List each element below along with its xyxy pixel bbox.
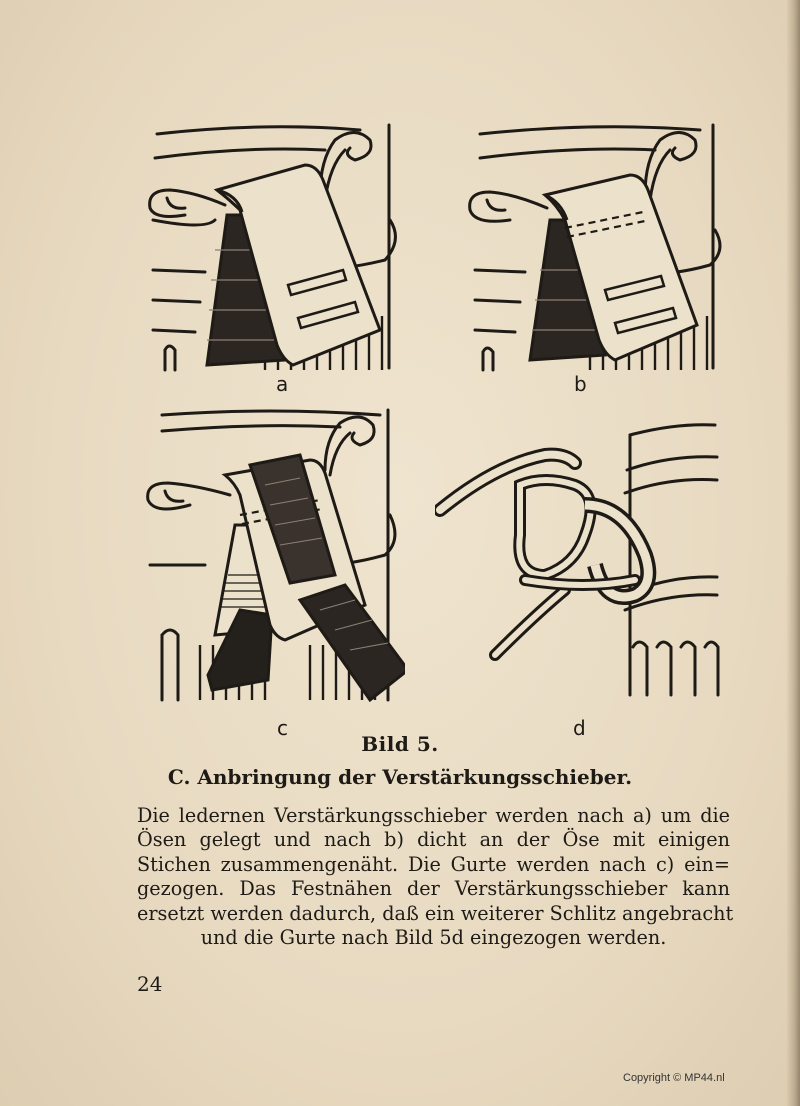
caption-c: c <box>277 716 288 740</box>
body-line: gezogen. Das Festnähen der Verstärkungsschieber kann <box>137 877 730 901</box>
caption-d: d <box>573 716 586 740</box>
illustration-panel-b <box>465 120 725 375</box>
caption-a: a <box>276 372 289 396</box>
body-line: ersetzt werden dadurch, daß ein weiterer Schlitz angebracht <box>137 901 734 925</box>
caption-b: b <box>574 372 587 396</box>
illustration-panel-a <box>145 120 405 375</box>
body-line: und die Gurte nach Bild 5d eingezogen werden. <box>200 926 667 950</box>
illustration-panel-d <box>435 415 725 700</box>
illustration-panel-c <box>140 405 405 705</box>
body-line: Stichen zusammengenäht. Die Gurte werden nach c) ein= <box>137 852 730 876</box>
body-line: Ösen gelegt und nach b) dicht an der Öse mit einigen <box>137 828 730 852</box>
copyright-notice: Copyright © MP44.nl <box>623 1072 725 1084</box>
page-spine-shadow <box>786 0 800 1106</box>
body-paragraph <box>137 804 734 950</box>
section-heading: C. Anbringung der Verstärkungsschieber. <box>167 765 633 789</box>
body-line: Die ledernen Verstärkungsschieber werden nach a) um die <box>137 804 730 827</box>
figure-title: Bild 5. <box>361 732 439 756</box>
page-number: 24 <box>137 972 163 996</box>
